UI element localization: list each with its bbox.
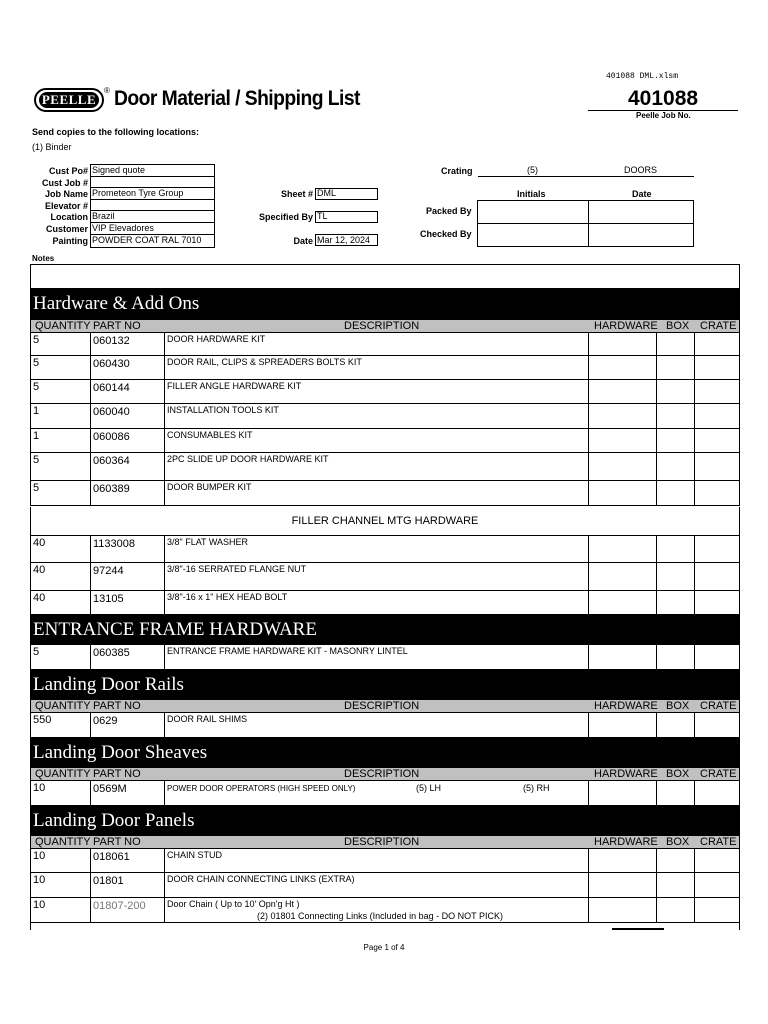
table-cell	[589, 849, 657, 872]
section-door-sheaves: Landing Door Sheaves	[30, 738, 740, 767]
filler-channel-title: FILLER CHANNEL MTG HARDWARE	[291, 515, 479, 527]
quantity-cell: 10	[33, 782, 46, 794]
part-no-cell: 060389	[93, 483, 130, 495]
table-cell	[31, 453, 91, 480]
part-no-cell: 060430	[93, 358, 130, 370]
table-row	[30, 563, 740, 591]
table-row	[30, 591, 740, 615]
quantity-cell: 550	[33, 714, 52, 726]
table-cell	[657, 404, 695, 428]
divider	[477, 223, 694, 224]
cust-po-label: Cust Po#	[48, 166, 88, 176]
table-cell	[657, 849, 695, 872]
description-cell: DOOR RAIL SHIMS	[167, 714, 248, 724]
table-cell	[589, 380, 657, 403]
bottom-mark	[612, 928, 664, 930]
col-crate: CRATE	[700, 836, 737, 848]
notes-label: Notes	[32, 254, 55, 263]
location-label: Location	[50, 212, 88, 222]
cust-job-label: Cust Job #	[41, 178, 88, 188]
col-box: BOX	[666, 320, 690, 332]
table-row	[30, 380, 740, 404]
job-name-label: Job Name	[44, 189, 88, 199]
table-cell	[31, 380, 91, 403]
page-footer: Page 1 of 4	[363, 943, 405, 952]
customer-field[interactable]: VIP Elevadores	[92, 223, 154, 233]
col-crate: CRATE	[700, 320, 737, 332]
crating-underline	[478, 176, 694, 177]
description-cell: 2PC SLIDE UP DOOR HARDWARE KIT	[167, 454, 329, 464]
description-cell: ENTRANCE FRAME HARDWARE KIT - MASONRY LINTEL	[167, 646, 408, 656]
table-cell	[165, 849, 589, 872]
section-door-rails: Landing Door Rails	[30, 670, 740, 699]
table-cell	[589, 873, 657, 897]
col-box: BOX	[666, 836, 690, 848]
quantity-cell: 5	[33, 454, 40, 466]
part-no-cell: 13105	[93, 593, 124, 605]
table-cell	[589, 404, 657, 428]
table-cell	[657, 536, 695, 562]
part-no-cell: 018061	[93, 851, 130, 863]
table-cell	[31, 645, 91, 669]
table-cell	[589, 429, 657, 452]
description-cell: DOOR HARDWARE KIT	[167, 334, 266, 344]
quantity-cell: 5	[33, 646, 40, 658]
description-cell: Door Chain ( Up to 10' Opn'g Ht )	[167, 899, 300, 909]
col-quantity: QUANTITY	[35, 700, 91, 712]
description-cell: DOOR CHAIN CONNECTING LINKS (EXTRA)	[167, 874, 355, 884]
table-cell	[657, 563, 695, 590]
date-label: Date	[293, 236, 313, 246]
description-cell: DOOR BUMPER KIT	[167, 482, 252, 492]
col-quantity: QUANTITY	[35, 836, 91, 848]
col-quantity: QUANTITY	[35, 768, 91, 780]
description-cell: 3/8" FLAT WASHER	[167, 537, 249, 547]
quantity-cell: 10	[33, 850, 46, 862]
table-row	[30, 481, 740, 506]
col-part-no: PART NO	[93, 320, 141, 332]
col-crate: CRATE	[700, 768, 737, 780]
part-no-cell: 060086	[93, 431, 130, 443]
part-no-cell: 1133008	[93, 538, 136, 550]
checked-by-label: Checked By	[420, 229, 472, 239]
table-cell	[589, 536, 657, 562]
table-row	[30, 781, 740, 806]
description-cell: INSTALLATION TOOLS KIT	[167, 405, 279, 415]
send-copies-label: Send copies to the following locations:	[32, 127, 200, 137]
quantity-cell: 10	[33, 899, 46, 911]
specified-by-field[interactable]: TL	[317, 211, 328, 221]
col-hardware: HARDWARE	[594, 700, 658, 712]
table-cell	[589, 781, 657, 805]
sheet-label: Sheet #	[280, 189, 313, 199]
table-cell	[31, 333, 91, 355]
rh-count: (5) RH	[523, 783, 550, 793]
table-cell	[657, 429, 695, 452]
section-hardware-addons: Hardware & Add Ons	[30, 289, 740, 319]
column-header-row	[30, 835, 740, 849]
table-row	[30, 429, 740, 453]
cust-po-field[interactable]: Signed quote	[92, 165, 146, 175]
logo-registered-mark: ®	[104, 86, 110, 95]
quantity-cell: 40	[33, 564, 46, 576]
page-title: Door Material / Shipping List	[114, 87, 360, 110]
table-row	[30, 849, 740, 873]
quantity-cell: 5	[33, 334, 40, 346]
divider	[588, 200, 589, 247]
col-hardware: HARDWARE	[594, 768, 658, 780]
description-cell: POWER DOOR OPERATORS (HIGH SPEED ONLY)	[167, 784, 356, 793]
part-no-cell: 97244	[93, 565, 124, 577]
table-cell	[657, 645, 695, 669]
description-cell: FILLER ANGLE HARDWARE KIT	[167, 381, 302, 391]
sheet-field[interactable]: DML	[317, 188, 337, 198]
col-crate: CRATE	[700, 700, 737, 712]
part-no-cell: 01807-200	[93, 900, 146, 912]
crating-label: Crating	[441, 166, 473, 176]
location-field[interactable]: Brazil	[92, 211, 115, 221]
table-cell	[589, 481, 657, 505]
crating-kind: DOORS	[624, 165, 658, 175]
file-name: 401088 DML.xlsm	[606, 72, 679, 81]
table-cell	[589, 898, 657, 922]
column-header-row	[30, 767, 740, 781]
divider	[30, 922, 31, 930]
part-no-cell: 0569M	[93, 783, 127, 795]
description-cell: DOOR RAIL, CLIPS & SPREADERS BOLTS KIT	[167, 357, 362, 367]
table-row	[30, 713, 740, 738]
table-cell	[657, 873, 695, 897]
table-row	[30, 333, 740, 356]
quantity-cell: 5	[33, 482, 40, 494]
col-part-no: PART NO	[93, 836, 141, 848]
table-cell	[657, 481, 695, 505]
col-description: DESCRIPTION	[344, 768, 420, 780]
table-cell	[589, 333, 657, 355]
column-header-row	[30, 319, 740, 333]
table-cell	[657, 898, 695, 922]
col-part-no: PART NO	[93, 768, 141, 780]
table-row	[30, 404, 740, 429]
specified-by-label: Specified By	[258, 212, 313, 222]
painting-field[interactable]: POWDER COAT RAL 7010	[92, 235, 202, 245]
table-cell	[589, 453, 657, 480]
quantity-cell: 1	[33, 430, 40, 442]
part-no-cell: 060040	[93, 406, 130, 418]
elevator-label: Elevator #	[44, 201, 88, 211]
col-hardware: HARDWARE	[594, 836, 658, 848]
logo-text: PEELLE	[39, 92, 99, 108]
table-cell	[657, 380, 695, 403]
table-cell	[657, 453, 695, 480]
col-box: BOX	[666, 700, 690, 712]
table-row	[30, 645, 740, 670]
notes-box[interactable]	[30, 264, 740, 289]
section-entrance-frame: ENTRANCE FRAME HARDWARE	[30, 615, 740, 645]
job-number-label: Peelle Job No.	[636, 111, 691, 120]
col-part-no: PART NO	[93, 700, 141, 712]
job-name-field[interactable]: Prometeon Tyre Group	[92, 188, 184, 198]
table-row	[30, 873, 740, 898]
crating-count: (5)	[527, 165, 538, 175]
table-cell	[31, 356, 91, 379]
table-row	[30, 898, 740, 923]
col-box: BOX	[666, 768, 690, 780]
section-door-panels: Landing Door Panels	[30, 806, 740, 835]
description-subline: (2) 01801 Connecting Links (Included in bag - DO NOT PICK)	[257, 911, 503, 921]
table-cell	[657, 713, 695, 737]
table-row	[30, 356, 740, 380]
table-cell	[31, 429, 91, 452]
part-no-cell: 060385	[93, 647, 130, 659]
packed-by-label: Packed By	[426, 206, 472, 216]
table-cell	[657, 591, 695, 614]
initials-label: Initials	[517, 189, 546, 199]
table-cell	[589, 645, 657, 669]
peelle-logo	[34, 88, 104, 112]
painting-label: Painting	[52, 236, 88, 246]
quantity-cell: 5	[33, 381, 40, 393]
col-hardware: HARDWARE	[594, 320, 658, 332]
table-cell	[657, 781, 695, 805]
table-cell	[657, 333, 695, 355]
binder-location: (1) Binder	[32, 142, 72, 152]
col-quantity: QUANTITY	[35, 320, 91, 332]
part-no-cell: 0629	[93, 715, 118, 727]
table-cell	[657, 356, 695, 379]
quantity-cell: 5	[33, 357, 40, 369]
part-no-cell: 060132	[93, 335, 130, 347]
col-description: DESCRIPTION	[344, 836, 420, 848]
divider	[90, 176, 215, 177]
part-no-cell: 060364	[93, 455, 130, 467]
quantity-cell: 10	[33, 874, 46, 886]
table-row	[30, 536, 740, 563]
divider	[739, 922, 740, 930]
part-no-cell: 01801	[93, 875, 124, 887]
table-cell	[589, 713, 657, 737]
filler-channel-band	[30, 507, 740, 536]
part-no-cell: 060144	[93, 382, 130, 394]
customer-label: Customer	[45, 224, 88, 234]
lh-count: (5) LH	[416, 783, 442, 793]
column-header-row	[30, 699, 740, 713]
date-field[interactable]: Mar 12, 2024	[317, 235, 371, 245]
table-cell	[589, 563, 657, 590]
description-cell: CONSUMABLES KIT	[167, 430, 253, 440]
table-cell	[589, 591, 657, 614]
quantity-cell: 1	[33, 405, 40, 417]
col-description: DESCRIPTION	[344, 700, 420, 712]
quantity-cell: 40	[33, 537, 46, 549]
table-row	[30, 453, 740, 481]
description-cell: 3/8"-16 SERRATED FLANGE NUT	[167, 564, 307, 574]
job-number: 401088	[628, 87, 699, 110]
description-cell: 3/8"-16 x 1" HEX HEAD BOLT	[167, 592, 288, 602]
table-cell	[31, 404, 91, 428]
divider	[90, 199, 215, 200]
description-cell: CHAIN STUD	[167, 850, 223, 860]
table-cell	[31, 481, 91, 505]
col-description: DESCRIPTION	[344, 320, 420, 332]
table-cell	[589, 356, 657, 379]
crating-date-label: Date	[632, 189, 652, 199]
quantity-cell: 40	[33, 592, 46, 604]
